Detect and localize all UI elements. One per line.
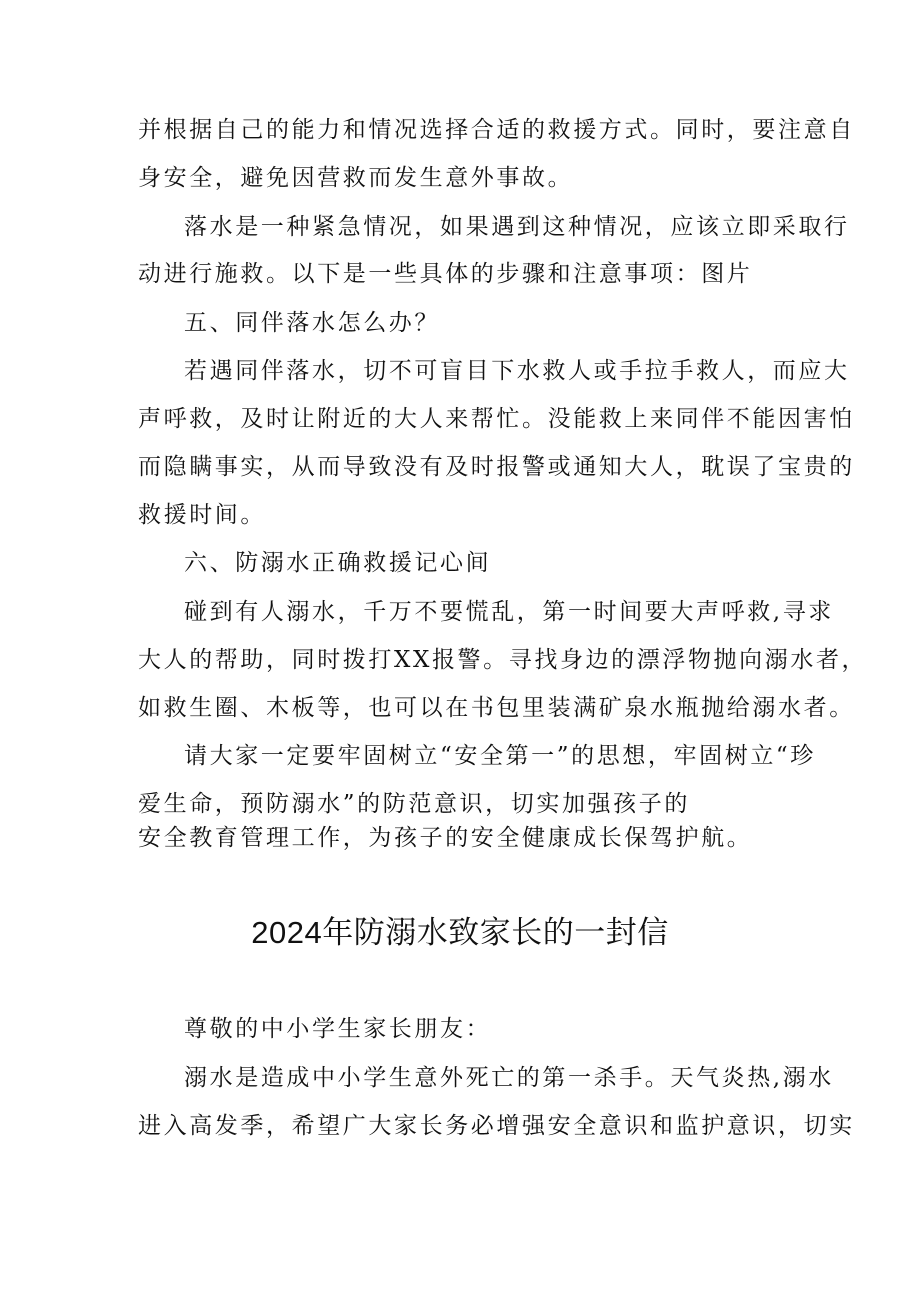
text-line: 若遇同伴落水，切不可盲目下水救人或手拉手救人，而应大: [184, 358, 850, 384]
text-line: 进入高发季，希望广大家长务必增强安全意识和监护意识，切实: [138, 1113, 855, 1139]
text-line: 爱生命，预防溺水”的防范意识，切实加强孩子的: [138, 791, 690, 817]
text-line: 请大家一定要牢固树立“安全第一”的思想，牢固树立“珍: [184, 743, 816, 769]
text-line: 落水是一种紧急情况，如果遇到这种情况，应该立即采取行: [184, 214, 850, 240]
text-line: 碰到有人溺水，千万不要慌乱，第一时间要大声呼救,寻求: [184, 599, 834, 625]
text-line: 救援时间。: [138, 502, 266, 528]
section-heading: 六、防溺水正确救援记心间: [184, 550, 492, 576]
section-heading: 五、同伴落水怎么办？: [184, 310, 440, 336]
text-line: 声呼救，及时让附近的大人来帮忙。没能救上来同伴不能因害怕: [138, 406, 855, 432]
text-line: 如救生圈、木板等，也可以在书包里装满矿泉水瓶抛给溺水者。: [138, 695, 855, 721]
text-line: 溺水是造成中小学生意外死亡的第一杀手。天气炎热,溺水: [184, 1065, 834, 1091]
salutation: 尊敬的中小学生家长朋友：: [184, 1016, 492, 1042]
letter-title: 2024年防溺水致家长的一封信: [251, 915, 669, 950]
text-line: 身安全，避免因营救而发生意外事故。: [138, 165, 574, 191]
text-line: 动进行施救。以下是一些具体的步骤和注意事项：图片: [138, 261, 753, 287]
text-line: 而隐瞒事实，从而导致没有及时报警或通知大人，耽误了宝贵的: [138, 454, 855, 480]
text-line: 安全教育管理工作，为孩子的安全健康成长保驾护航。: [138, 825, 753, 851]
text-line: 大人的帮助，同时拨打XX报警。寻找身边的漂浮物抛向溺水者，: [138, 647, 868, 673]
text-line: 并根据自己的能力和情况选择合适的救援方式。同时，要注意自: [138, 117, 855, 143]
